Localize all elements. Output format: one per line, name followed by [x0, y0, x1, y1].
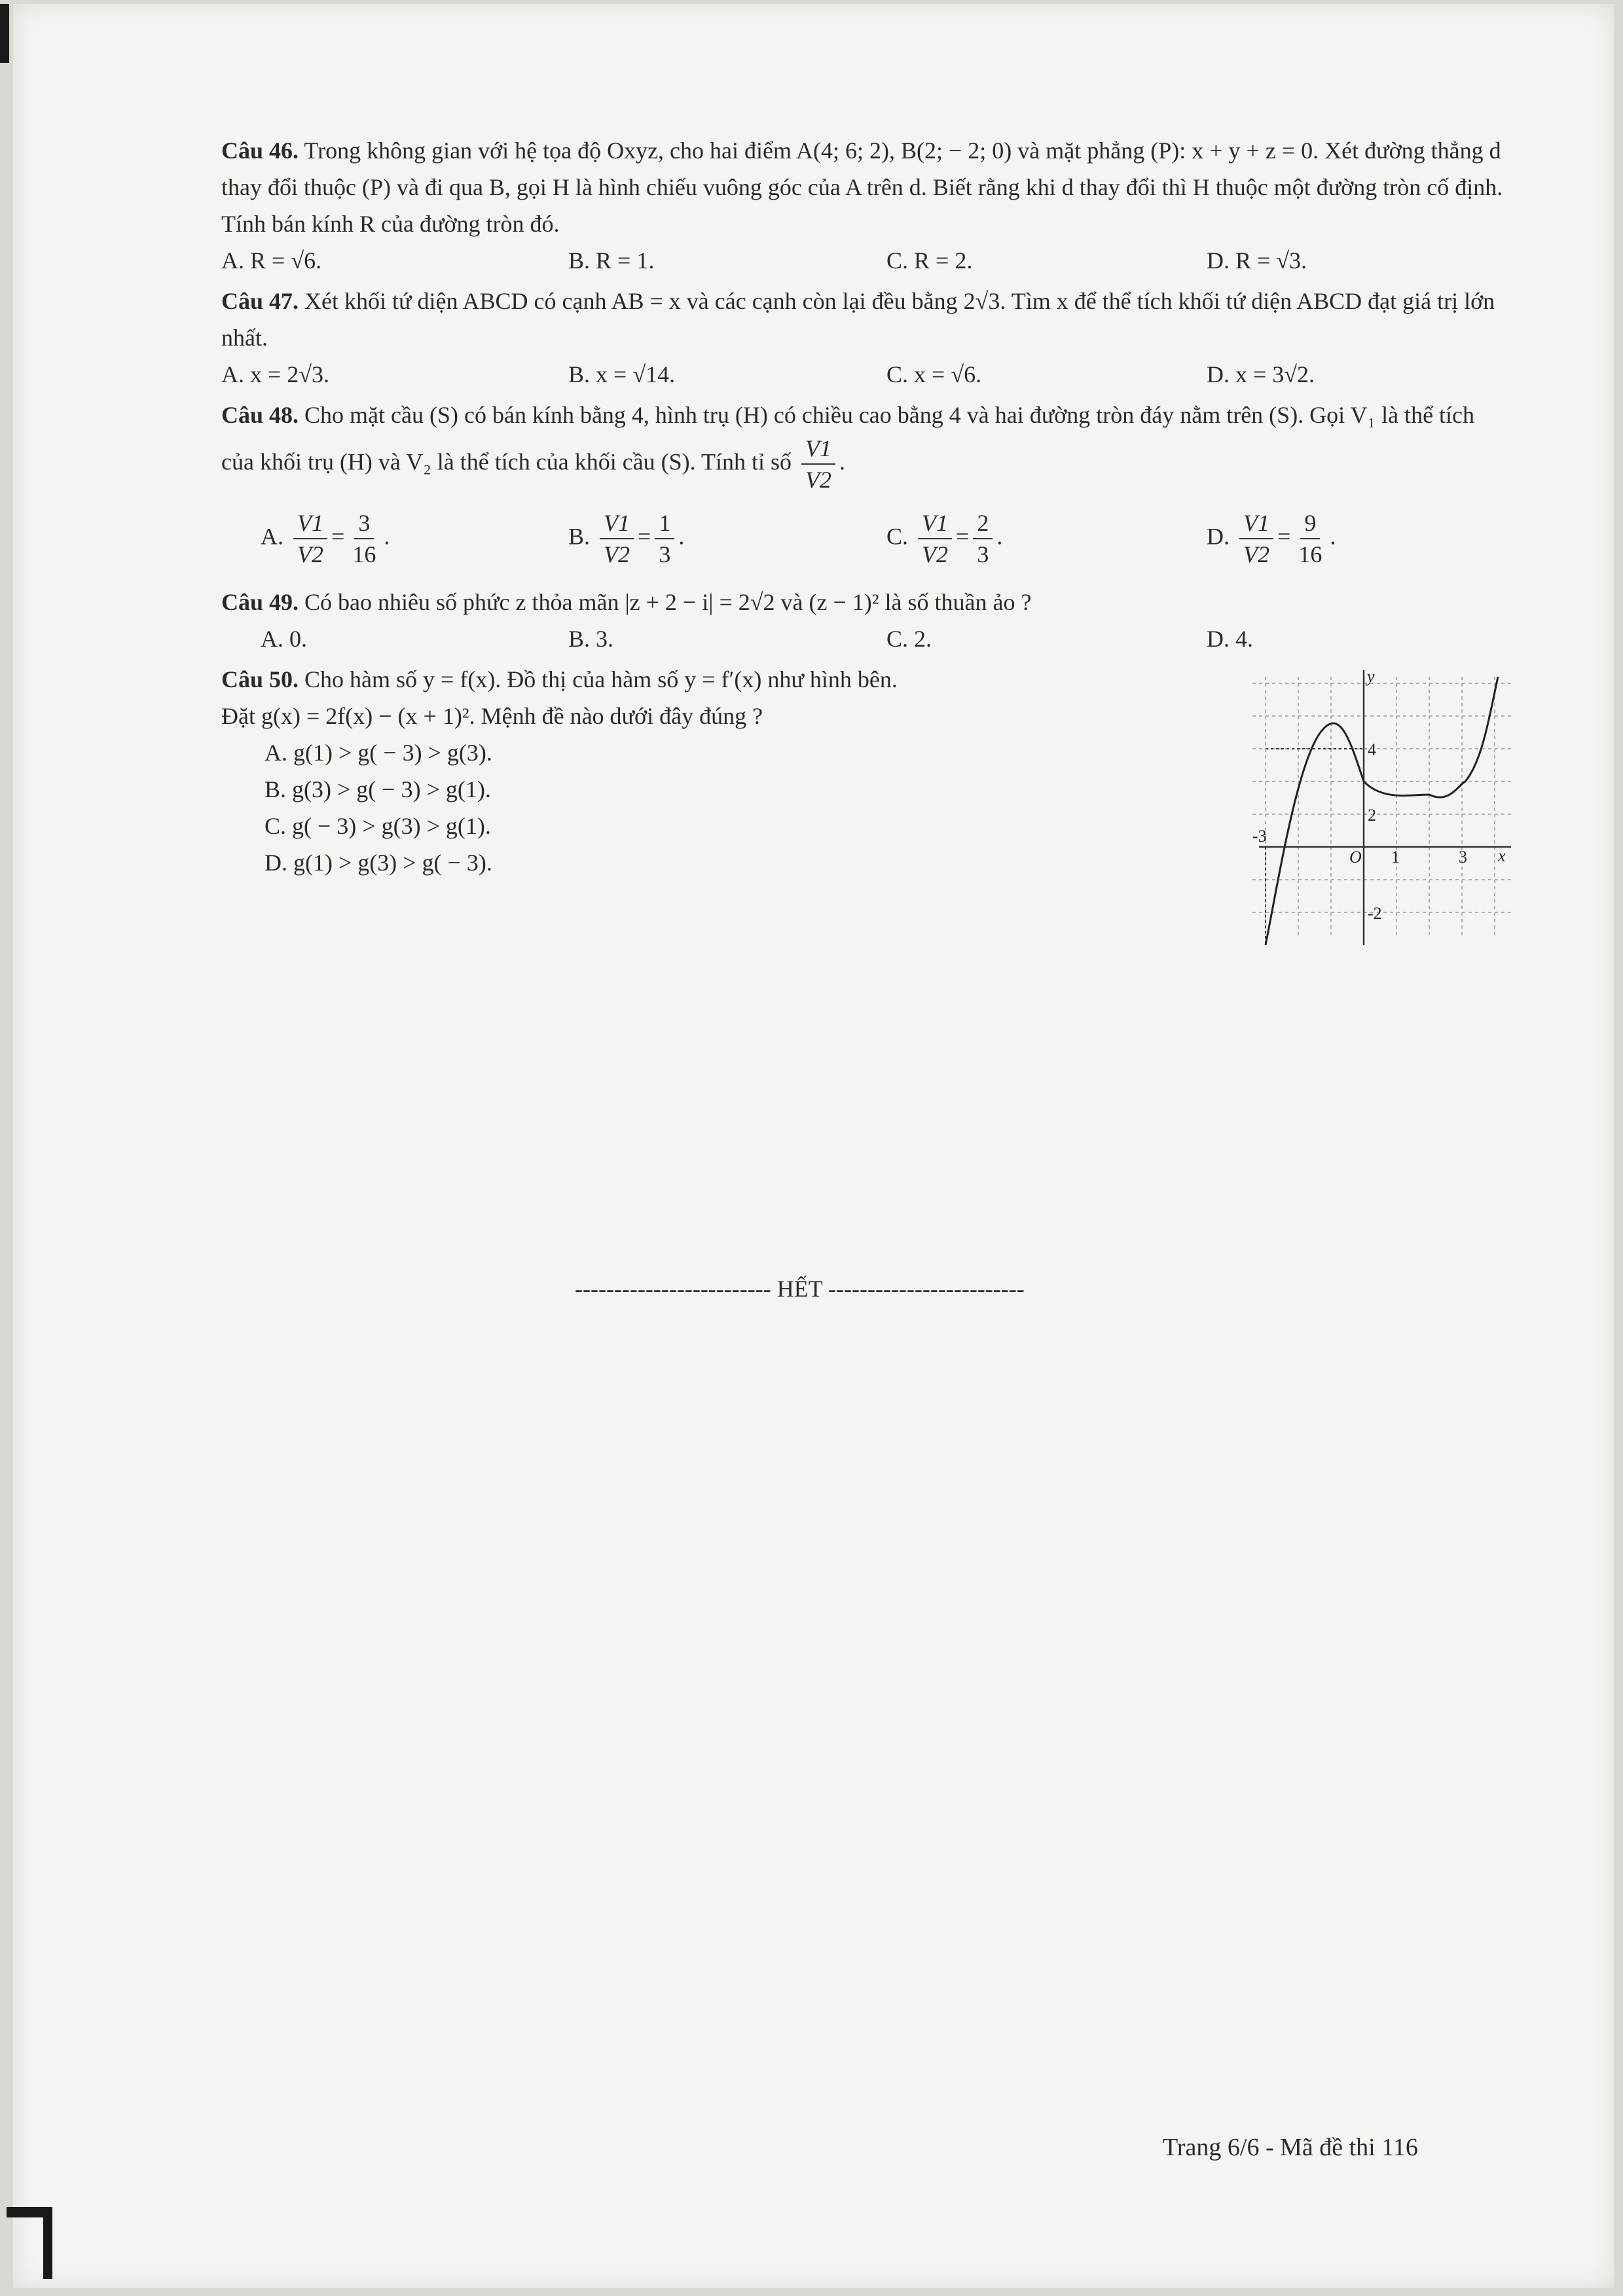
option-letter: D. [1207, 523, 1230, 550]
option-d: D. g(1) > g(3) > g( − 3). [264, 850, 492, 876]
options-row [221, 242, 1504, 279]
question-50-text [221, 661, 1243, 881]
value-den: 16 [1298, 541, 1322, 567]
label-x: x [1498, 846, 1506, 865]
option-a: A. g(1) > g( − 3) > g(3). [264, 740, 492, 766]
option-c: C. 2. [886, 626, 932, 652]
question-text: Cho mặt cầu (S) có bán kính bằng 4, hình trụ (H) có chiều cao bằng 4 và hai đường tròn đáy nằm trên (S). Gọi V₁ là thể tích của khối trụ (H) và V₂ là thể tích của khối cầu (S). Tính tỉ số [221, 402, 1475, 475]
lhs-num: V1 [600, 508, 634, 539]
option-b: B. $\frac{V1}{V2}$ = $\frac{1}{3}$ . [568, 508, 684, 569]
option-value [348, 508, 380, 569]
question-text: Xét khối tứ diện ABCD có cạnh AB = x và các cạnh còn lại đều bằng 2√3. Tìm x để thể tích khối tứ diện ABCD đạt giá trị lớn nhất. [221, 288, 1495, 351]
lhs-den: V2 [604, 541, 630, 567]
question-50 [221, 661, 1504, 956]
option-lhs [293, 508, 327, 569]
question-label: Câu 48. [221, 402, 299, 428]
ratio-numerator: V1 [801, 433, 835, 465]
options-row [221, 495, 1504, 580]
lhs-den: V2 [922, 541, 949, 567]
option-letter: B. [568, 523, 591, 550]
lhs-num: V1 [293, 508, 327, 539]
options-row [221, 356, 1504, 393]
label-y: y [1367, 667, 1375, 686]
question-text: Trong không gian với hệ tọa độ Oxyz, cho hai điểm A(4; 6; 2), B(2; − 2; 0) và mặt phẳng (P): x + y + z = 0. Xét đường thẳng d thay đổi thuộc (P) và đi qua B, gọi H là hình chiếu vuông góc của A trên d. Biết rằng khi d thay đổi thì H thuộc một đường tròn cố định. Tính bán kính R của đường tròn đó. [221, 137, 1503, 237]
option-c: C. x = √6. [886, 361, 982, 387]
question-46 [221, 132, 1504, 279]
option-b: B. g(3) > g( − 3) > g(1). [264, 776, 491, 802]
page-footer: Trang 6/6 - Mã đề thi 116 [1163, 2134, 1418, 2161]
exam-content [221, 132, 1504, 956]
option-value [655, 508, 674, 569]
question-label: Câu 46. [221, 137, 299, 164]
option-letter: C. [886, 523, 909, 550]
option-lhs [918, 508, 952, 569]
ratio-fraction [801, 433, 835, 495]
question-48: Câu 48. Cho mặt cầu (S) có bán kính bằng 4, hình trụ (H) có chiều cao bằng 4 và hai đường tròn đáy nằm trên (S). Gọi V₁ là thể tích của khối trụ (H) và V₂ là thể tích của khối cầu (S). Tính tỉ số $\frac{V1}{V2}$ . A. $\frac{V1}{V2}$ = $\frac{3}{16}$ . B. $\frac{V1}{V2}$ = $\frac{1}{3}$ . C. $\frac{V1}{V2}$ = $\frac{2}{3}$ . D. $\frac{V1}{V2}$ = $\frac{9}{16}$ . [221, 397, 1504, 580]
option-lhs [1239, 508, 1273, 569]
exam-page [13, 4, 1614, 2288]
label-x3: 3 [1459, 848, 1467, 867]
value-num: 1 [655, 508, 674, 539]
lhs-num: V1 [918, 508, 952, 539]
option-letter: A. [261, 523, 283, 550]
option-a: A. 0. [261, 626, 307, 652]
question-text-line1: Cho hàm số y = f(x). Đồ thị của hàm số y = f′(x) như hình bên. [304, 666, 898, 692]
option-d: D. 4. [1207, 626, 1253, 652]
question-label: Câu 47. [221, 288, 299, 314]
option-value [973, 508, 993, 569]
option-d: D. x = 3√2. [1207, 361, 1315, 387]
option-lhs [600, 508, 634, 569]
value-num: 9 [1300, 508, 1320, 539]
label-x-minus-3: -3 [1252, 827, 1267, 846]
label-y2: 2 [1368, 806, 1376, 825]
option-a: A. x = 2√3. [221, 361, 330, 387]
label-origin: O [1349, 848, 1362, 867]
question-label: Câu 49. [221, 589, 299, 615]
bottom-left-corner-mark-vertical [43, 2207, 52, 2279]
value-num: 3 [354, 508, 374, 539]
option-d: D. R = √3. [1207, 247, 1307, 274]
option-d: D. $\frac{V1}{V2}$ = $\frac{9}{16}$ . [1207, 508, 1336, 569]
lhs-den: V2 [1243, 541, 1269, 567]
label-y4: 4 [1368, 740, 1376, 759]
option-a: A. $\frac{V1}{V2}$ = $\frac{3}{16}$ . [261, 508, 390, 569]
top-left-corner-mark [0, 4, 9, 63]
end-marker: ------------------------- HẾT ------------------------- [575, 1276, 1025, 1302]
option-b: B. R = 1. [568, 247, 655, 274]
value-den: 16 [352, 541, 376, 567]
derivative-graph [1252, 664, 1514, 952]
value-den: 3 [659, 541, 671, 567]
lhs-den: V2 [297, 541, 323, 567]
value-den: 3 [977, 541, 989, 567]
ratio-denominator: V2 [805, 467, 832, 493]
question-49 [221, 584, 1504, 657]
graph-grid [1252, 677, 1514, 939]
option-c: C. R = 2. [886, 247, 973, 274]
question-47 [221, 283, 1504, 393]
question-text-line2: Đặt g(x) = 2f(x) − (x + 1)². Mệnh đề nào dưới đây đúng ? [221, 703, 763, 729]
label-x1: 1 [1391, 848, 1400, 867]
lhs-num: V1 [1239, 508, 1273, 539]
question-label: Câu 50. [221, 666, 299, 692]
option-b: B. x = √14. [568, 361, 676, 387]
option-b: B. 3. [568, 626, 614, 652]
label-y-minus-2: -2 [1368, 904, 1382, 923]
value-num: 2 [973, 508, 993, 539]
options-row [221, 620, 1504, 657]
option-c: C. g( − 3) > g(3) > g(1). [264, 813, 491, 839]
option-c: C. $\frac{V1}{V2}$ = $\frac{2}{3}$ . [886, 508, 1002, 569]
option-a: A. R = √6. [221, 247, 322, 274]
option-value [1294, 508, 1326, 569]
question-text: Có bao nhiêu số phức z thỏa mãn |z + 2 − i| = 2√2 và (z − 1)² là số thuần ảo ? [304, 589, 1032, 615]
